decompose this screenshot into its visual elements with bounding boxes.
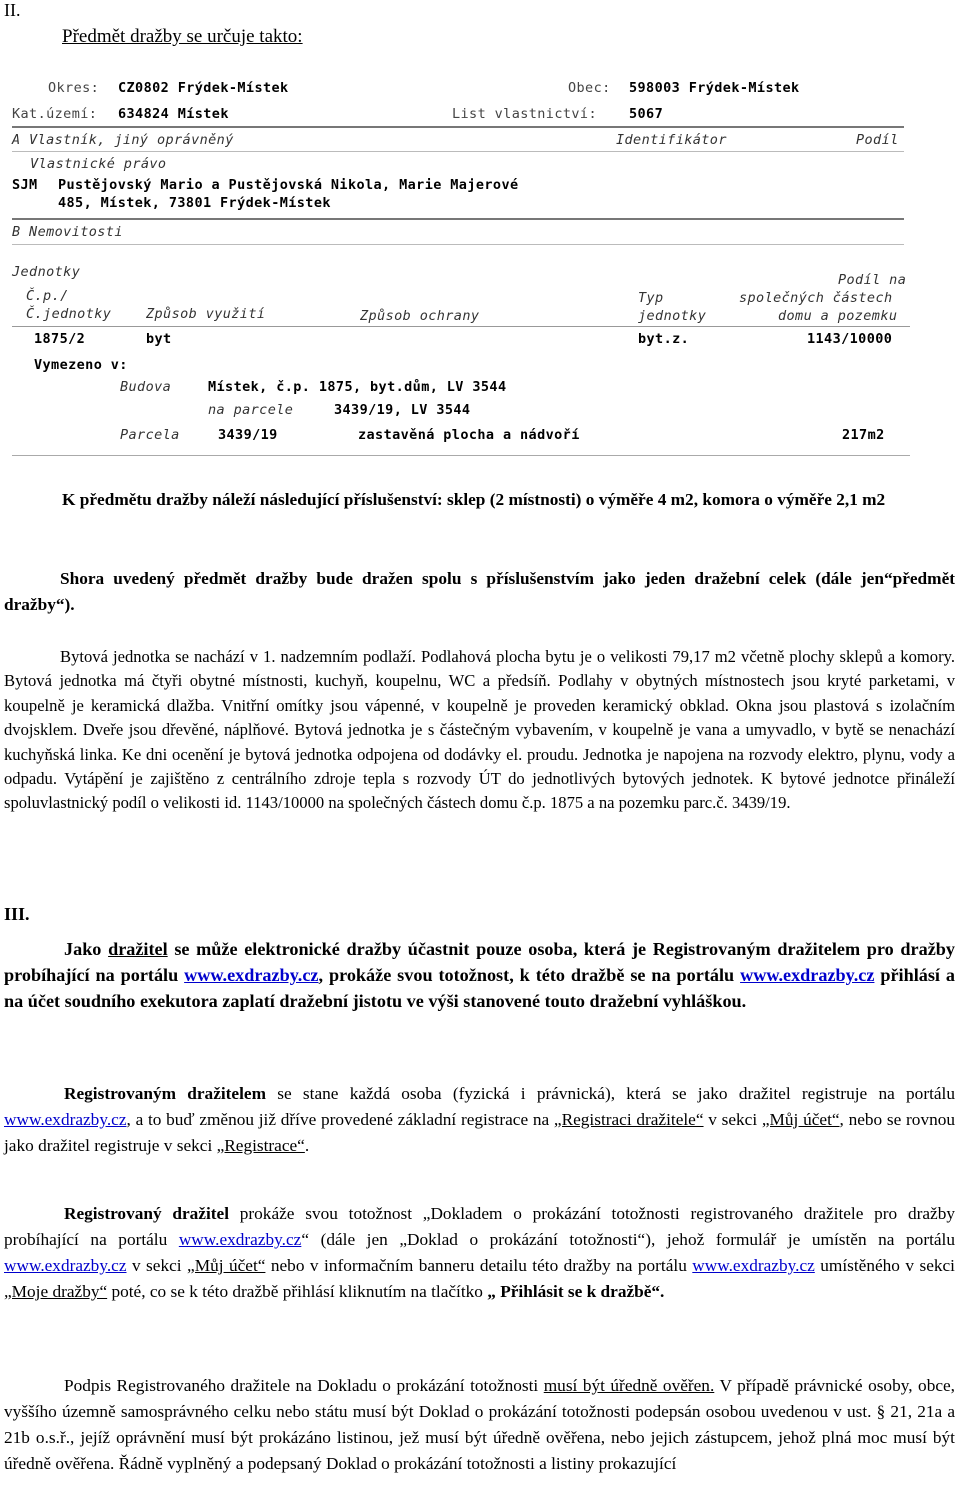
katuzemi-label: Kat.území: [12,106,98,122]
divider [12,218,904,220]
obec-value: 598003 Frýdek-Místek [629,80,800,96]
p7-text: V případě právnické osoby, obce, vyššího územně samosprávného celku nebo státu musí být Doklad o prokázání totožnosti podepsán osobou uvedenou v ust. § 21, 21a a 21b o.s.ř., jejíž oprávnění musí být prokázáno listinou, jež musí být úředně ověřena, nebo jejich zástupcem, jehož plná moc musí být úředně ověřena. Řádně vyplněný a podepsaný Doklad o prokázání totožnosti a listiny prokazující [4,1376,955,1473]
vlastnicke-pravo-label: Vlastnické právo [30,156,167,172]
exdrazby-link[interactable]: www.exdrazby.cz [692,1256,815,1275]
p5-text: se stane každá osoba (fyzická i právnická), která se jako dražitel registruje na portálu [265,1084,955,1103]
registration-paragraph [4,1081,955,1159]
verification-requirement: musí být úředně ověřen. [543,1376,715,1395]
divider [12,151,904,152]
owner-names: Pustějovský Mario a Pustějovská Nikola, Marie Majerové [58,177,519,193]
lv-label: List vlastnictví: [452,106,597,122]
parcela-area: 217m2 [842,427,885,443]
owner-address: 485, Místek, 73801 Frýdek-Místek [58,195,331,211]
divider [12,326,910,327]
exdrazby-link[interactable]: www.exdrazby.cz [184,965,319,985]
col-cjednotky-header: Č.jednotky [26,306,112,322]
exdrazby-link[interactable]: www.exdrazby.cz [4,1110,127,1129]
row-vyuziti: byt [146,331,172,347]
na-parcele-value: 3439/19, LV 3544 [334,402,471,418]
p6-text: nebo v informačním banneru detailu této dražby na portálu [265,1256,693,1275]
exdrazby-link[interactable]: www.exdrazby.cz [178,1230,302,1249]
budova-value: Místek, č.p. 1875, byt.dům, LV 3544 [208,379,507,395]
col-podil-header-3: domu a pozemku [778,308,898,324]
registered-bidder-term: Registrovaným dražitelem [64,1084,266,1103]
p6-text: umístěného v sekci [814,1256,955,1275]
p5-text: , nebo se rovnou jako dražitel registruje v sekci [4,1110,956,1155]
col-cp-header: Č.p./ [26,288,69,304]
moje-drazby-link[interactable]: „Moje dražby“ [4,1282,108,1301]
identifikator-label: Identifikátor [616,132,727,148]
owner-type: SJM [12,177,38,193]
section-number-iii: III. [4,904,30,924]
row-podil: 1143/10000 [807,331,893,347]
parcela-description: zastavěná plocha a nádvoří [358,427,580,443]
section-number-ii: II. [4,0,21,20]
row-cjednotky: 1875/2 [34,331,86,347]
p4-text: se může elektronické dražby účastnit pouze osoba, která je Registrovaným dražitelem pro dražby probíhající na portálu [4,939,955,985]
vymezeno-label: Vymezeno v: [34,357,128,373]
col-zpusob-ochrany-header: Způsob ochrany [360,308,480,324]
identity-paragraph [4,1201,955,1305]
na-parcele-label: na parcele [208,402,294,418]
p5-text: v sekci [703,1110,762,1129]
exdrazby-link[interactable]: www.exdrazby.cz [4,1256,127,1275]
registrace-link[interactable]: „Registrace“ [216,1136,305,1155]
divider [12,126,904,128]
row-typ: byt.z. [638,331,690,347]
lv-value: 5067 [629,106,664,122]
registered-bidder-term: Registrovaný dražitel [64,1204,229,1223]
katuzemi-value: 634824 Místek [118,106,229,122]
p6-text: “ (dále jen „Doklad o prokázání totožnosti“), jehož formulář je umístěn na portálu [301,1230,955,1249]
col-zpusob-vyuziti-header: Způsob využití [146,306,266,322]
parcela-number: 3439/19 [218,427,278,443]
registrace-drazitele-link[interactable]: „Registraci dražitele“ [553,1110,704,1129]
muj-ucet-link[interactable]: „Můj účet“ [761,1110,840,1129]
col-jednotky-header: jednotky [638,308,707,324]
bidder-paragraph [4,936,955,1014]
section-heading: Předmět dražby se určuje takto: [62,26,303,47]
divider [12,244,904,245]
muj-ucet-link[interactable]: „Můj účet“ [187,1256,266,1275]
parcela-label: Parcela [120,427,180,443]
bidder-term: dražitel [108,939,168,959]
exdrazby-link[interactable]: www.exdrazby.cz [740,965,875,985]
login-button-reference: „ Přihlásit se k dražbě“. [487,1282,665,1301]
p5-text: , a to buď změnou již dříve provedené základní registrace na [126,1110,554,1129]
divider [12,455,910,456]
p6-text: v sekci [126,1256,188,1275]
section-b-label: B Nemovitosti [12,224,123,240]
p7-text: Podpis Registrovaného dražitele na Dokladu o prokázání totožnosti [64,1376,544,1395]
section-a-label: A Vlastník, jiný oprávněný [12,132,234,148]
p6-text: poté, co se k této dražbě přihlásí kliknutím na tlačítko [107,1282,488,1301]
jednotky-label: Jednotky [12,264,81,280]
obec-label: Obec: [568,80,611,96]
podil-label: Podíl [856,132,899,148]
okres-label: Okres: [48,80,100,96]
accessories-paragraph: K předmětu dražby náleží následující příslušenství: sklep (2 místnosti) o výměře 4 m2, komora o výměře 2,1 m2 [62,490,886,509]
col-podil-header-2: společných částech [739,290,893,306]
p6-text: prokáže svou totožnost „Dokladem o prokázání totožnosti registrovaného dražitele pro dražby probíhající na portálu [4,1204,955,1249]
col-podil-header-1: Podíl na [838,272,907,288]
auction-unit-paragraph: Shora uvedený předmět dražby bude dražen spolu s příslušenstvím jako jeden dražební celek (dále jen“předmět dražby“). [4,569,955,614]
col-typ-header: Typ [638,290,664,306]
p4-text: Jako [64,939,109,959]
unit-description-paragraph: Bytová jednotka se nachází v 1. nadzemním podlaží. Podlahová plocha bytu je o velikosti 79,17 m2 včetně plochy sklepů a komory. Bytová jednotka má čtyři obytné místnosti, kuchyň, koupelnu, WC a předsíň. Podlahy v obytných místnostech jsou kryté parketami, v koupelně je keramická dlažba. Vnitřní omítky jsou vápenné, v koupelně je proveden keramický obklad. Okna jsou plastová s izolačním dvojsklem. Dveře jsou dřevěné, náplňové. Bytová jednotka je s částečným vybavením, v koupelně je vana a umyvadlo, v bytě se nenachází kuchyňská linka. Ke dni ocenění je bytová jednotka odpojena od dodávky el. proudu. Jednotka je napojena na rozvody elektro, plynu, vody a odpadu. Vytápění je zajištěno z centrálního zdroje tepla s rozvody ÚT do jednotlivých bytových jednotek. K bytové jednotce přináleží spoluvlastnický podíl o velikosti id. 1143/10000 na společných částech domu č.p. 1875 a na pozemku parc.č. 3439/19. [4,647,955,813]
p4-text: , prokáže svou totožnost, k této dražbě se na portálu [318,965,741,985]
signature-paragraph [4,1373,955,1477]
p4-text: přihlásí a na účet soudního exekutora zaplatí dražební jistotu ve výši stanovené touto dražební vyhláškou. [4,965,955,1011]
budova-label: Budova [120,379,172,395]
p5-text: . [304,1136,310,1155]
okres-value: CZ0802 Frýdek-Místek [118,80,289,96]
